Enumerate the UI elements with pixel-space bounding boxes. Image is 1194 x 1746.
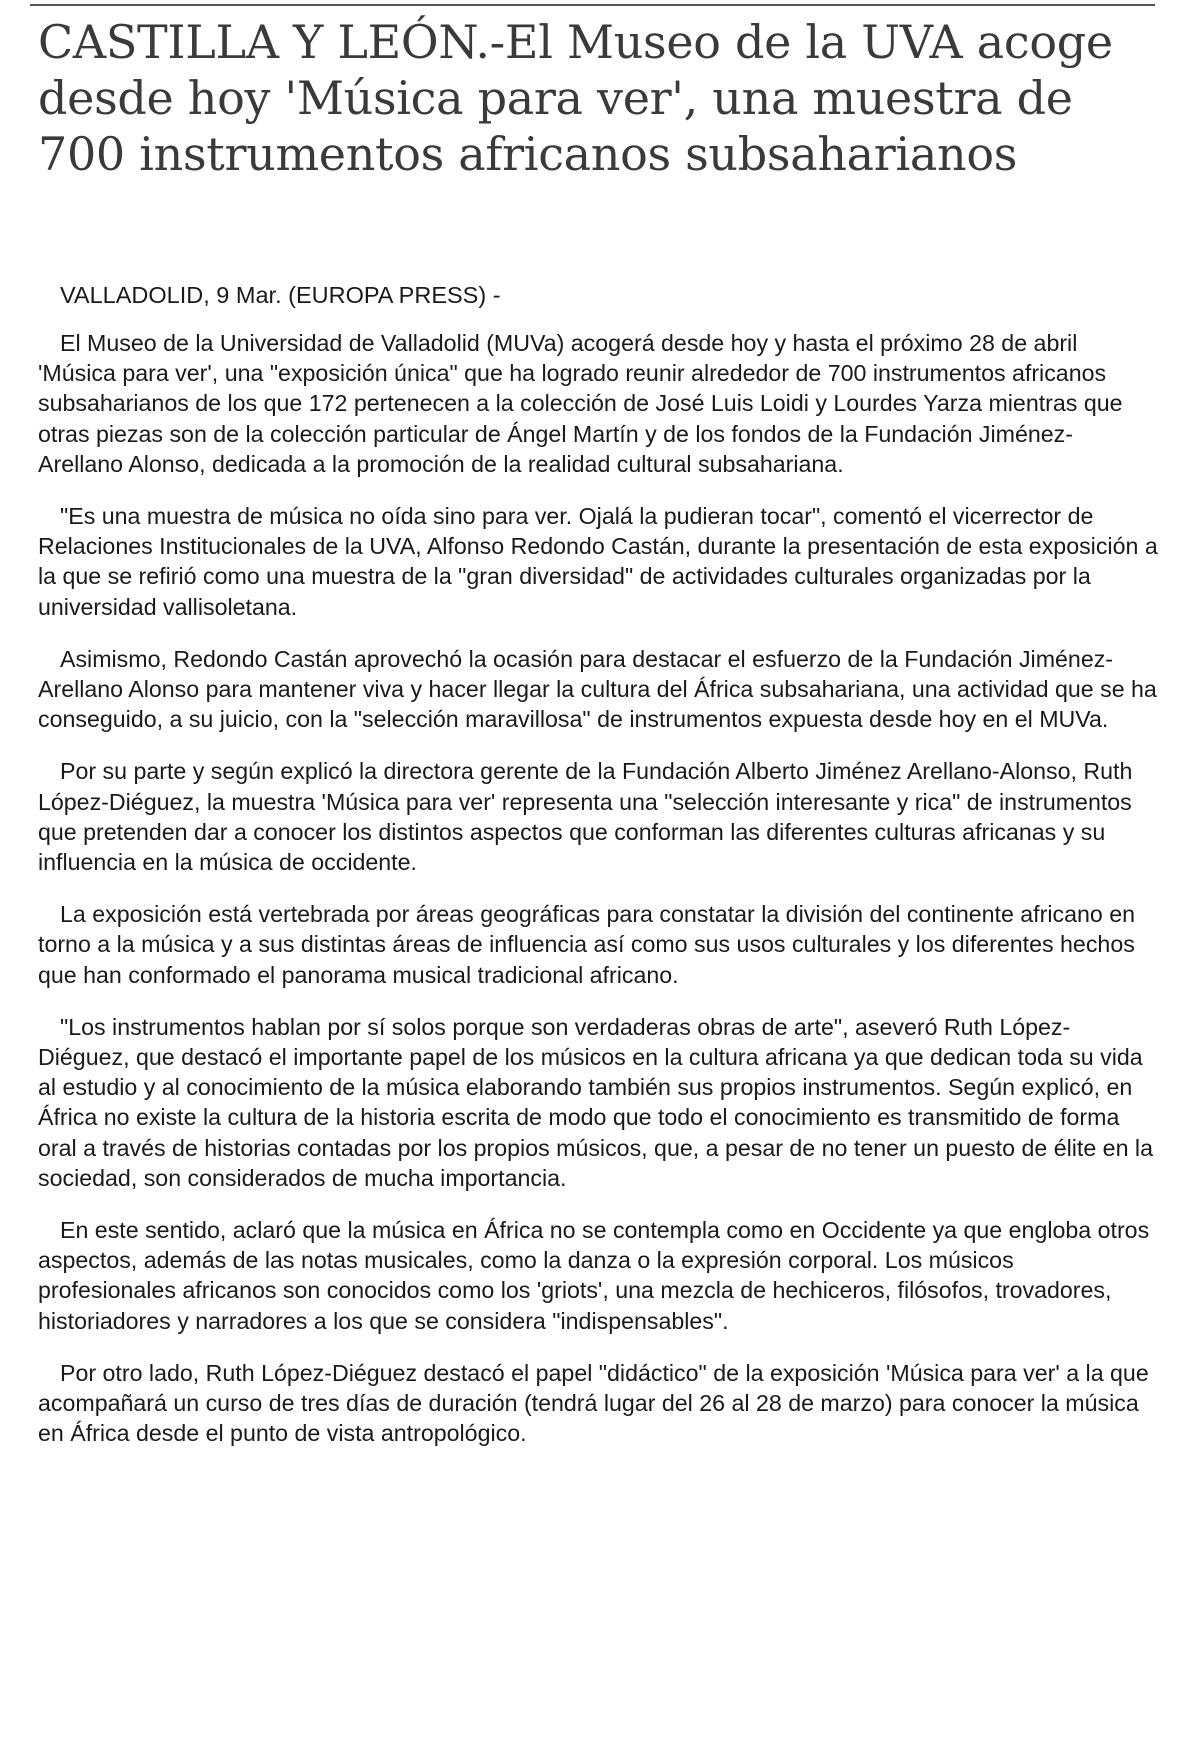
paragraph: Por otro lado, Ruth López-Diéguez destacó el papel "didáctico" de la exposición 'Música para ver' a la que acompañará un curso de tres días de duración (tendrá lugar del 26 al 28 de marzo) para conocer la música en África desde el punto de vista antropológico.: [38, 1359, 1149, 1447]
paragraph: En este sentido, aclaró que la música en África no se contempla como en Occidente ya que engloba otros aspectos, además de las notas musicales, como la danza o la expresión corporal. Los músicos profesionales africanos son conocidos como los 'griots', una mezcla de hechiceros, filósofos, trovadores, historiadores y narradores a los que se considera "indispensables".: [38, 1217, 1150, 1334]
paragraph: Por su parte y según explicó la directora gerente de la Fundación Alberto Jiménez Arellano-Alonso, Ruth López-Diéguez, la muestra 'Música para ver' representa una "selección interesante y rica" de instrumentos que pretenden dar a conocer los distintos aspectos que conforman las diferentes culturas africanas y su influencia en la música de occidente.: [38, 758, 1133, 876]
article: [38, 14, 1158, 1471]
top-rule: [30, 4, 1155, 6]
paragraph: La exposición está vertebrada por áreas geográficas para constatar la división del continente africano en torno a la música y a sus distintas áreas de influencia así como sus usos culturales y los diferentes hechos que han conformado el panorama musical tradicional africano.: [38, 901, 1136, 988]
paragraph: "Es una muestra de música no oída sino para ver. Ojalá la pudieran tocar", comentó el vicerrector de Relaciones Institucionales de la UVA, Alfonso Redondo Castán, durante la presentación de esta exposición a la que se refirió como una muestra de la "gran diversidad" de actividades culturales organizadas por la universidad vallisoletana.: [38, 503, 1158, 620]
headline: CASTILLA Y LEÓN.-El Museo de la UVA acoge desde hoy 'Música para ver', una muestra de 700 instrumentos africanos subsaharianos: [38, 15, 1113, 181]
dateline: VALLADOLID, 9 Mar. (EUROPA PRESS) -: [60, 282, 501, 308]
paragraph: "Los instrumentos hablan por sí solos porque son verdaderas obras de arte", aseveró Ruth López-Diéguez, que destacó el importante papel de los músicos en la cultura africana ya que dedican toda su vida al estudio y al conocimiento de la música elaborando también sus propios instrumentos. Según explicó, en África no existe la cultura de la historia escrita de modo que todo el conocimiento es transmitido de forma oral a través de historias contadas por los propios músicos, que, a pesar de no tener un puesto de élite en la sociedad, son considerados de mucha importancia.: [38, 1013, 1153, 1191]
paragraph: El Museo de la Universidad de Valladolid (MUVa) acogerá desde hoy y hasta el próximo 28 de abril 'Música para ver', una "exposición única" que ha logrado reunir alrededor de 700 instrumentos africanos subsaharianos de los que 172 pertenecen a la colección de José Luis Loidi y Lourdes Yarza mientras que otras piezas son de la colección particular de Ángel Martín y de los fondos de la Fundación Jiménez-Arellano Alonso, dedicada a la promoción de la realidad cultural subsahariana.: [38, 330, 1123, 477]
article-body: [38, 328, 1158, 1449]
paragraph: Asimismo, Redondo Castán aprovechó la ocasión para destacar el esfuerzo de la Fundación Jiménez-Arellano Alonso para mantener viva y hacer llegar la cultura del África subsahariana, una actividad que se ha conseguido, a su juicio, con la "selección maravillosa" de instrumentos expuesta desde hoy en el MUVa.: [38, 645, 1157, 733]
